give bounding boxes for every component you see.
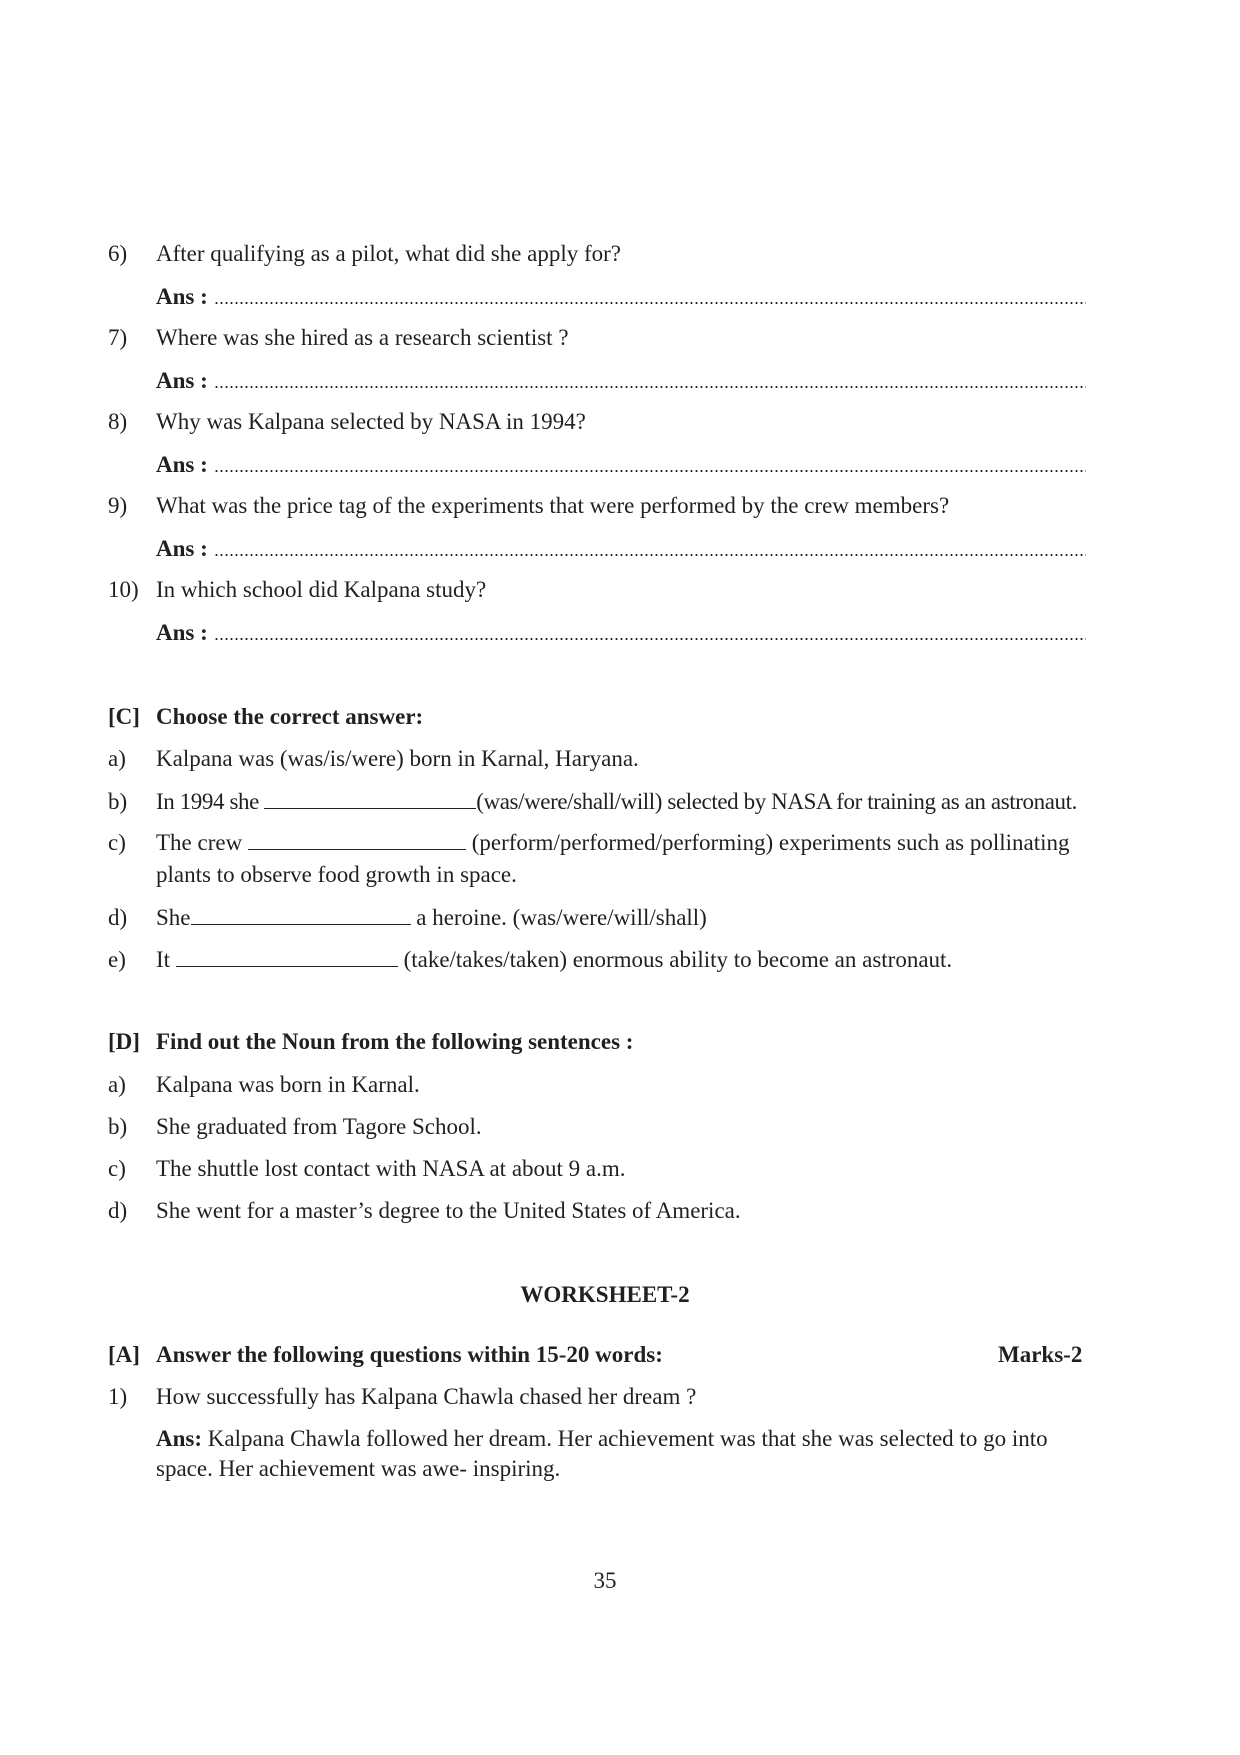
worksheet-title: WORKSHEET-2 [520, 1282, 690, 1307]
section-heading: Choose the correct answer: [156, 704, 424, 729]
item-text [156, 788, 1077, 816]
fill-blank [176, 946, 398, 967]
item-letter: a) [108, 1072, 126, 1097]
answer-line-1: Kalpana Chawla followed her dream. Her achievement was that she was selected to go into [202, 1426, 1048, 1451]
item-text: She went for a master’s degree to the United States of America. [156, 1198, 741, 1223]
item-text: Kalpana was (was/is/were) born in Karnal, Haryana. [156, 746, 639, 771]
question-number: 10) [108, 577, 139, 602]
item-text [156, 946, 952, 974]
item-letter: b) [108, 789, 128, 814]
item-text: She graduated from Tagore School. [156, 1114, 482, 1139]
answer-text-continued: space. Her achievement was awe- inspiring. [156, 1456, 561, 1481]
answer-dots [214, 637, 1086, 641]
item-letter: a) [108, 746, 126, 771]
item-text-post: a heroine. (was/were/will/shall) [410, 905, 707, 930]
question-number: 8) [108, 409, 128, 434]
question-text: Why was Kalpana selected by NASA in 1994? [156, 409, 586, 434]
item-letter: c) [108, 830, 126, 855]
question-text: How successfully has Kalpana Chawla chased her dream ? [156, 1384, 697, 1409]
answer-dots [214, 301, 1086, 305]
item-text-continued: plants to observe food growth in space. [156, 862, 517, 887]
item-text-pre: In 1994 she [156, 789, 265, 814]
item-text-post: (was/were/shall/will) selected by NASA for training as an astronaut. [476, 789, 1077, 814]
item-text-post: (perform/performed/performing) experiments such as pollinating [465, 830, 1070, 855]
item-letter: d) [108, 1198, 128, 1223]
item-text-pre: The crew [156, 830, 248, 855]
ans-label: Ans : [156, 368, 208, 393]
item-text-pre: She [156, 905, 191, 930]
ans-label: Ans : [156, 452, 208, 477]
item-text-post: (take/takes/taken) enormous ability to become an astronaut. [397, 947, 953, 972]
fill-blank [248, 829, 466, 850]
item-letter: e) [108, 947, 126, 972]
answer-dots [214, 385, 1086, 389]
section-heading: Answer the following questions within 15-20 words: [156, 1342, 663, 1367]
answer-line [156, 367, 1086, 395]
fill-blank [264, 788, 476, 809]
answer-line [156, 283, 1086, 311]
item-text [156, 904, 707, 932]
ans-label: Ans : [156, 620, 208, 645]
ans-label: Ans: [156, 1426, 203, 1451]
answer-dots [214, 553, 1086, 557]
section-label: [C] [108, 704, 140, 729]
answer-text [156, 1425, 1048, 1453]
question-text: Where was she hired as a research scientist ? [156, 325, 569, 350]
question-number: 6) [108, 241, 128, 266]
page-number: 35 [593, 1568, 617, 1593]
answer-line [156, 535, 1086, 563]
ans-label: Ans : [156, 536, 208, 561]
section-heading: Find out the Noun from the following sentences : [156, 1029, 634, 1054]
answer-line [156, 619, 1086, 647]
fill-blank [191, 904, 411, 925]
question-number: 9) [108, 493, 128, 518]
question-text: What was the price tag of the experiments that were performed by the crew members? [156, 493, 950, 518]
answer-line [156, 451, 1086, 479]
answer-dots [214, 469, 1086, 473]
item-text: The shuttle lost contact with NASA at about 9 a.m. [156, 1156, 626, 1181]
item-letter: c) [108, 1156, 126, 1181]
item-letter: d) [108, 905, 128, 930]
question-text: After qualifying as a pilot, what did she apply for? [156, 241, 621, 266]
item-text: Kalpana was born in Karnal. [156, 1072, 420, 1097]
section-label: [A] [108, 1342, 140, 1367]
marks-label: Marks-2 [998, 1342, 1083, 1367]
question-number: 7) [108, 325, 128, 350]
ans-label: Ans : [156, 284, 208, 309]
question-text: In which school did Kalpana study? [156, 577, 487, 602]
section-label: [D] [108, 1029, 140, 1054]
item-text [156, 829, 1070, 857]
item-letter: b) [108, 1114, 128, 1139]
item-text-pre: It [156, 947, 176, 972]
question-number: 1) [108, 1384, 128, 1409]
